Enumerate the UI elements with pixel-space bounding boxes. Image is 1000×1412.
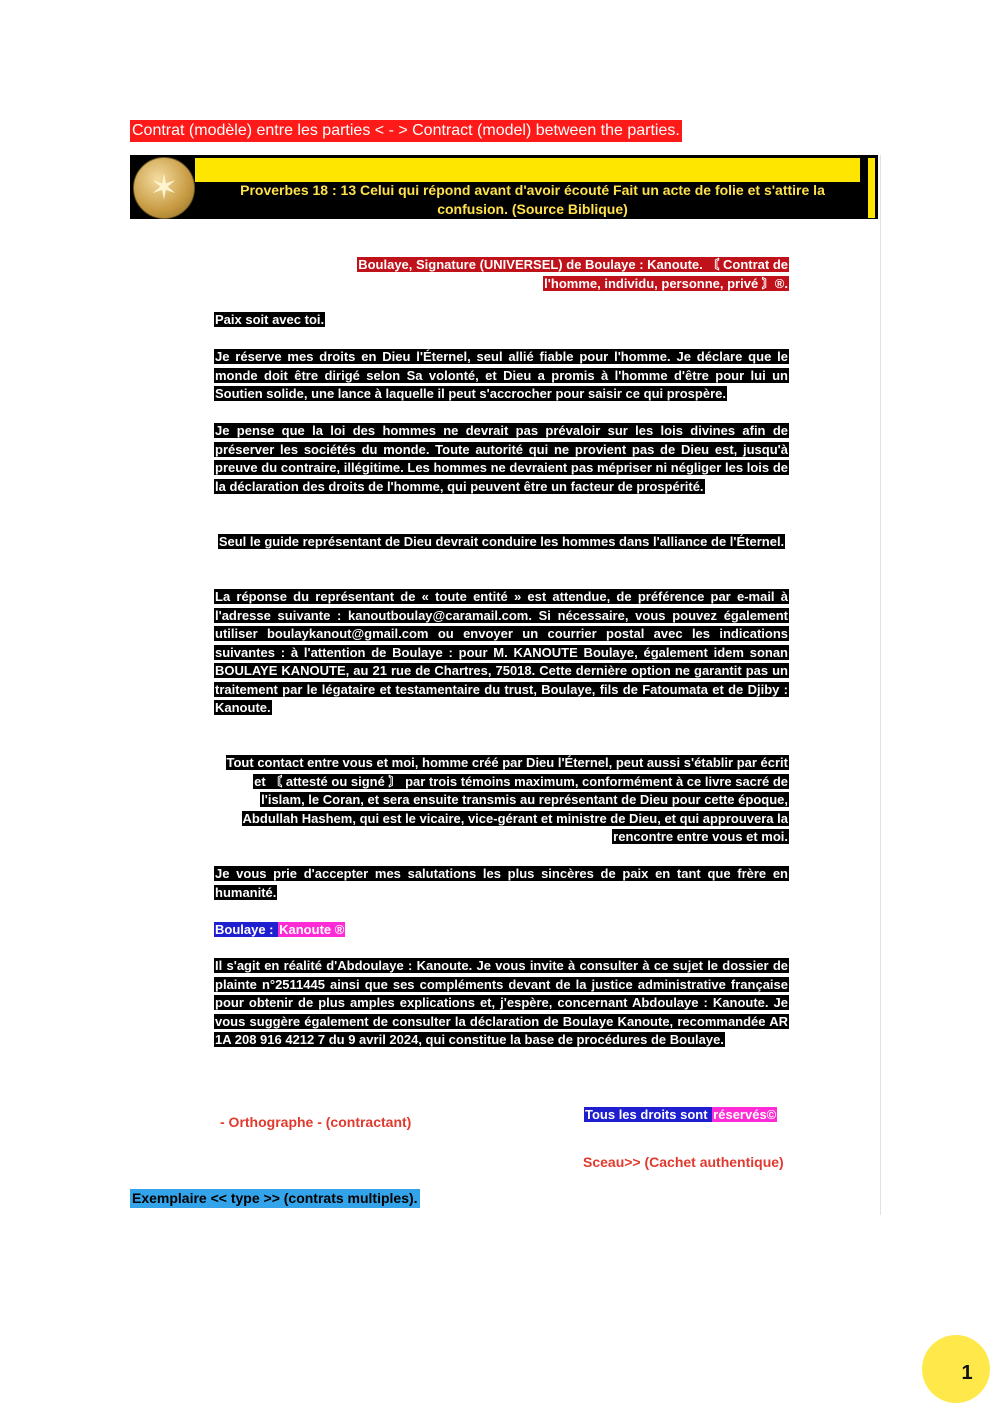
paragraph-text: Je réserve mes droits en Dieu l'Éternel, seul allié fiable pour l'homme. Je déclare que le monde doit être dirigé selon Sa volonté, et Dieu a promis à l'homme d'être pour lui un Soutien solide, une lance à laquelle il peut s'accrocher pour saisir ce qui prospère.	[215, 349, 788, 401]
paragraph-text: Tout contact entre vous et moi, homme créé par Dieu l'Éternel, peut aussi s'établir par écrit et 〘 attesté ou signé 〙 par trois témoins maximum, conformément à ce livre sacré de l'islam, le Coran, et sera ensuite transmis au représentant de Dieu pour cette époque, Abdullah Hashem, qui est le vicaire, vice-gérant et ministre de Dieu, et qui approuvera la rencontre entre vous et moi.	[226, 755, 788, 844]
rights-reserved-mark: réservés©	[713, 1107, 777, 1122]
document-title: Contrat (modèle) entre les parties < - > Contract (model) between the parties.	[130, 120, 682, 142]
paragraph-contact-info	[214, 588, 789, 718]
paragraph-witnesses	[214, 754, 789, 847]
paragraph-text: La réponse du représentant de « toute entité » est attendue, de préférence par e-mail à l'adresse suivante : kanoutboulay@caramail.com. Si nécessaire, vous pouvez également utiliser boulaykanout@gmail.com ou envoyer un courrier postal avec les indications suivantes : à l'attention de Boulaye : pour M. KANOUTE Boulaye, également idem sonan BOULAYE KANOUTE, au 21 rue de Chartres, 75018. Cette dernière option ne garantit pas un traitement par le légataire et testamentaire du trust, Boulaye, fils de Fatoumata et de Djiby : Kanoute.	[215, 589, 788, 715]
signatory-first-name: Boulaye :	[215, 922, 278, 937]
paragraph-rights	[214, 348, 789, 404]
rights-reserved-text: Tous les droits sont	[585, 1107, 712, 1122]
paragraph-salutations	[214, 865, 789, 902]
page-number-badge	[922, 1335, 990, 1403]
paragraph-text: Je pense que la loi des hommes ne devrait pas prévaloir sur les lois divines afin de préserver les sociétés du monde. Toute autorité qui ne provient pas de Dieu est, jusqu'à preuve du contraire, illégitime. Les hommes ne devraient pas mépriser ni négliger les lois de la déclaration des droits de l'homme, qui peuvent être un facteur de prospérité.	[215, 423, 788, 494]
paragraph-guide	[214, 533, 789, 552]
seal-label: Sceau>> (Cachet authentique)	[583, 1154, 784, 1170]
paragraph-laws	[214, 422, 789, 496]
signature-header-text: Boulaye, Signature (UNIVERSEL) de Boulaye : Kanoute. 〘 Contrat de l'homme, individu, personne, privé 〙®.	[358, 257, 788, 291]
paragraph-text: Je vous prie d'accepter mes salutations les plus sincères de paix en tant que frère en humanité.	[215, 866, 788, 900]
banner-quote: Proverbes 18 : 13 Celui qui répond avant d'avoir écouté Fait un acte de folie et s'attire la confusion. (Source Biblique)	[240, 182, 825, 217]
signatory-last-name: Kanoute ®	[279, 922, 345, 937]
star-emblem-icon: ✶	[133, 157, 195, 219]
page-number: 1	[961, 1361, 973, 1384]
signatory-name	[214, 921, 345, 939]
banner-yellow-edge	[868, 158, 875, 218]
exemplaire-label: Exemplaire << type >> (contrats multiples).	[132, 1190, 418, 1206]
paragraph-text: Il s'agit en réalité d'Abdoulaye : Kanoute. Je vous invite à consulter à ce sujet le dossier de plainte n°2511445 ainsi que ses compléments devant de la justice administrative française pour obtenir de plus amples explications et, j'espère, concernant Abdoulaye : Kanoute. Je vous suggère également de consulter la déclaration de Boulaye Kanoute, recommandée AR 1A 208 916 4212 7 du 9 avril 2024, qui constitue la base de procédures de Boulaye.	[215, 958, 788, 1047]
orthographe-label: - Orthographe - (contractant)	[220, 1114, 412, 1130]
greeting-text: Paix soit avec toi.	[215, 312, 325, 327]
paragraph-complaint	[214, 957, 789, 1050]
rights-reserved	[584, 1106, 777, 1123]
page-frame-line	[880, 155, 881, 1215]
signature-header	[325, 256, 789, 293]
banner-yellow-stripe	[195, 158, 860, 182]
paragraph-text: Seul le guide représentant de Dieu devrait conduire les hommes dans l'alliance de l'Éternel.	[218, 534, 785, 549]
greeting	[214, 311, 325, 330]
